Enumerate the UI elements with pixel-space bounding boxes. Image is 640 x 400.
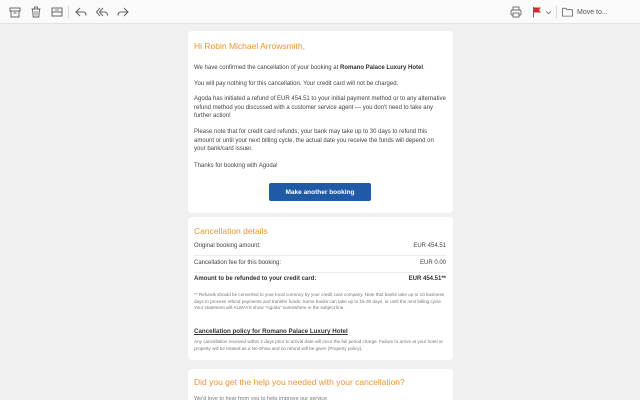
move-to-button[interactable] [562, 5, 608, 19]
flag-icon[interactable] [530, 5, 544, 19]
folder-icon [562, 7, 573, 17]
archive-icon[interactable] [8, 5, 22, 19]
print-icon[interactable] [509, 5, 523, 19]
refund-note-text: Please note that for credit card refunds, your bank may take up to 30 days to refund this amount or until your next billing cycle, the actual date you receive the funds will depend on your bank/card issuer. [194, 129, 434, 153]
refund-footnote: ** Refunds should be converted to your local currency by your credit card company. Note that banks take up to 10 business days to process refund payments and transfer funds. Some banks can take up to 15-30 days, or until the next billing cycle. Your statement will ALWAYS show "Agoda" somewhere in the subject line. [194, 292, 445, 311]
confirmation-text: We have confirmed the cancellation of your booking at Romano Palace Luxury Hotel. [194, 65, 425, 71]
reply-icon[interactable] [74, 5, 88, 19]
mail-toolbar [0, 0, 640, 24]
hotel-name: Romano Palace Luxury Hotel [339, 65, 424, 71]
cancellation-policy-text: Any cancellation received within 2 days prior to arrival date will incur the full period charge. Failure to arrive at your hotel or property will be treated as a No-Show and no refund will be given (Property policy). [194, 339, 443, 351]
make-another-booking-button[interactable]: Make another booking [269, 183, 371, 201]
chevron-down-icon[interactable] [544, 5, 552, 19]
row-divider [194, 255, 446, 256]
thanks-text: Thanks for booking with Agoda! [194, 163, 278, 169]
junk-icon[interactable] [50, 5, 64, 19]
cancellation-policy-link[interactable]: Cancellation policy for Romano Palace Luxury Hotel [194, 328, 348, 335]
feedback-title: Did you get the help you needed with your cancellation? [194, 377, 405, 387]
toolbar-divider [68, 6, 69, 18]
email-body [0, 24, 640, 400]
feedback-subtitle: We'd love to hear from you to help improve our service [194, 396, 328, 400]
move-to-label: Move to... [577, 8, 608, 16]
forward-icon[interactable] [116, 5, 130, 19]
trash-icon[interactable] [29, 5, 43, 19]
reply-all-icon[interactable] [95, 5, 109, 19]
cancellation-details-card [188, 217, 453, 360]
toolbar-divider [556, 6, 557, 18]
refund-initiated-text: Agoda has initiated a refund of EUR 454.51 to your initial payment method or to any alternative refund method you discussed with a customer service agent — you don't need to take any further action! [194, 96, 446, 120]
feedback-card [188, 369, 453, 400]
row-divider [194, 272, 446, 273]
cancellation-details-title: Cancellation details [194, 226, 268, 236]
original-amount-row: Original booking amount: EUR 454.51 [194, 243, 446, 249]
refund-total-row: Amount to be refunded to your credit card: EUR 454.51** [194, 276, 446, 282]
pay-nothing-text: You will pay nothing for this cancellation. Your credit card will not be charged. [194, 81, 399, 87]
cancellation-fee-row: Cancellation fee for this booking: EUR 0.00 [194, 260, 446, 266]
cancellation-confirmation-card [188, 31, 453, 213]
greeting: Hi Robin Michael Arrowsmith, [194, 41, 306, 51]
